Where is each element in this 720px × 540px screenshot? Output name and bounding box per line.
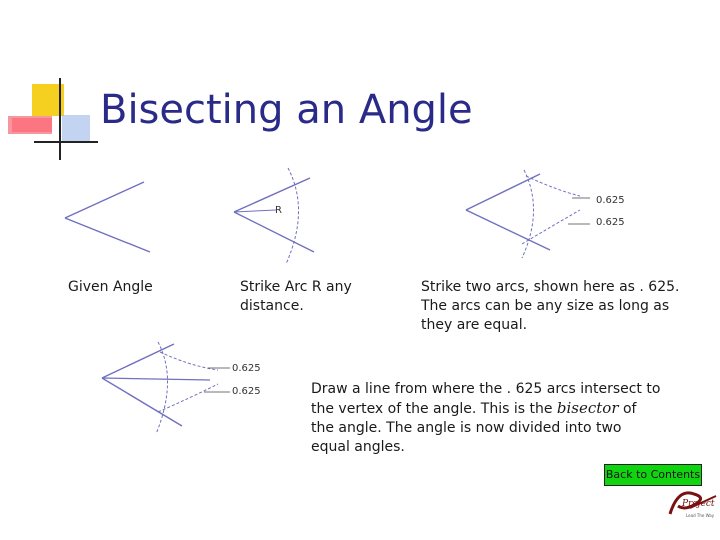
svg-text:Lead The Way: Lead The Way	[686, 513, 715, 518]
step1-caption: Given Angle	[68, 279, 153, 295]
dimension-label-lower-2: 0.625	[232, 386, 261, 397]
bisector-term: bisector	[556, 399, 619, 417]
step4-caption	[311, 380, 661, 457]
step4-caption-end: of the angle. The angle is now divided into two equal angles.	[311, 401, 637, 455]
dimension-label-upper: 0.625	[596, 195, 625, 206]
back-to-contents-button[interactable]: Back to Contents	[604, 464, 702, 486]
given-angle-diagram	[58, 176, 158, 266]
step3-caption: Strike two arcs, shown here as . 625. The arcs can be any size as long as they are equal.	[421, 279, 680, 333]
radius-label: R	[275, 205, 282, 216]
dimension-label-upper-2: 0.625	[232, 363, 261, 374]
title-decoration	[0, 70, 100, 160]
bisector-diagram	[100, 340, 240, 440]
step4-caption-start: Draw a line from where the . 625 arcs intersect to the vertex of the angle. This is the	[311, 381, 661, 417]
pltw-logo[interactable]	[664, 484, 720, 524]
dimension-label-lower: 0.625	[596, 217, 625, 228]
page-title: Bisecting an Angle	[100, 87, 473, 133]
two-arcs-diagram	[460, 166, 590, 266]
step2-caption: Strike Arc R any distance.	[240, 279, 352, 314]
svg-text:Project: Project	[682, 499, 715, 509]
